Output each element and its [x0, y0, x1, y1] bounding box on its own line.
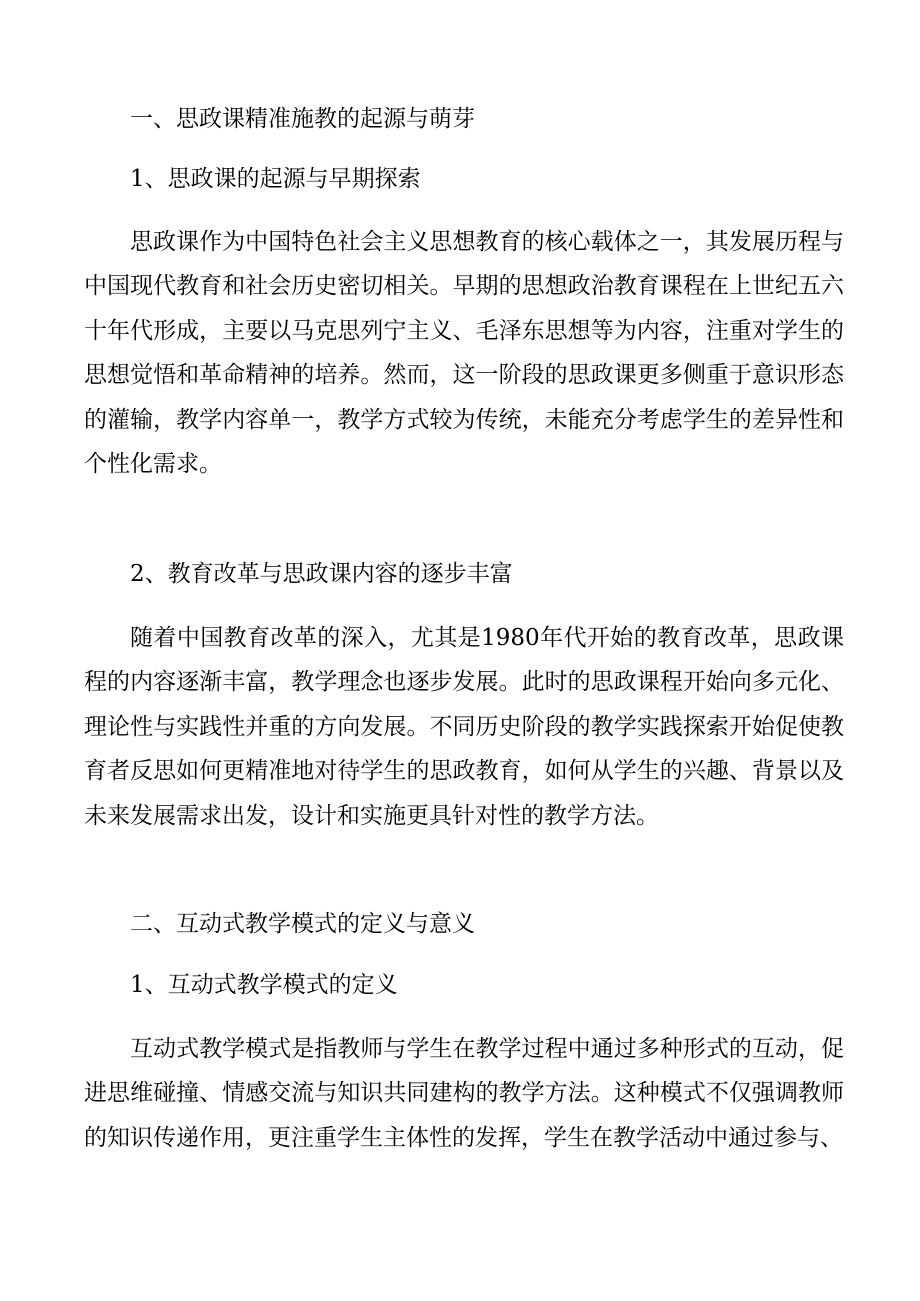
subsection-1-1-paragraph: 思政课作为中国特色社会主义思想教育的核心载体之一，其发展历程与中国现代教育和社会历史密切相关。早期的思想政治教育课程在上世纪五六十年代形成，主要以马克思列宁主义、毛泽东思想等为内容，注重对学生的思想觉悟和革命精神的培养。然而，这一阶段的思政课更多侧重于意识形态的灌输，教学内容单一，教学方式较为传统，未能充分考虑学生的差异性和个性化需求。 [84, 229, 844, 478]
section-1-heading: 一、思政课精准施教的起源与萌芽 [130, 106, 475, 132]
section-2-heading: 二、互动式教学模式的定义与意义 [130, 911, 475, 937]
subsection-2-1-heading: 1、互动式教学模式的定义 [130, 972, 398, 998]
subsection-1-2-heading: 2、教育改革与思政课内容的逐步丰富 [130, 561, 513, 587]
subsection-2-1-paragraph: 互动式教学模式是指教师与学生在教学过程中通过多种形式的互动，促进思维碰撞、情感交流与知识共同建构的教学方法。这种模式不仅强调教师的知识传递作用，更注重学生主体性的发挥，学生在教学活动中通过参与、 [84, 1036, 844, 1151]
subsection-1-2-paragraph: 随着中国教育改革的深入，尤其是1980年代开始的教育改革，思政课程的内容逐渐丰富，教学理念也逐步发展。此时的思政课程开始向多元化、理论性与实践性并重的方向发展。不同历史阶段的教学实践探索开始促使教育者反思如何更精准地对待学生的思政教育，如何从学生的兴趣、背景以及未来发展需求出发，设计和实施更具针对性的教学方法。 [84, 625, 844, 829]
subsection-1-1-heading: 1、思政课的起源与早期探索 [130, 166, 421, 192]
